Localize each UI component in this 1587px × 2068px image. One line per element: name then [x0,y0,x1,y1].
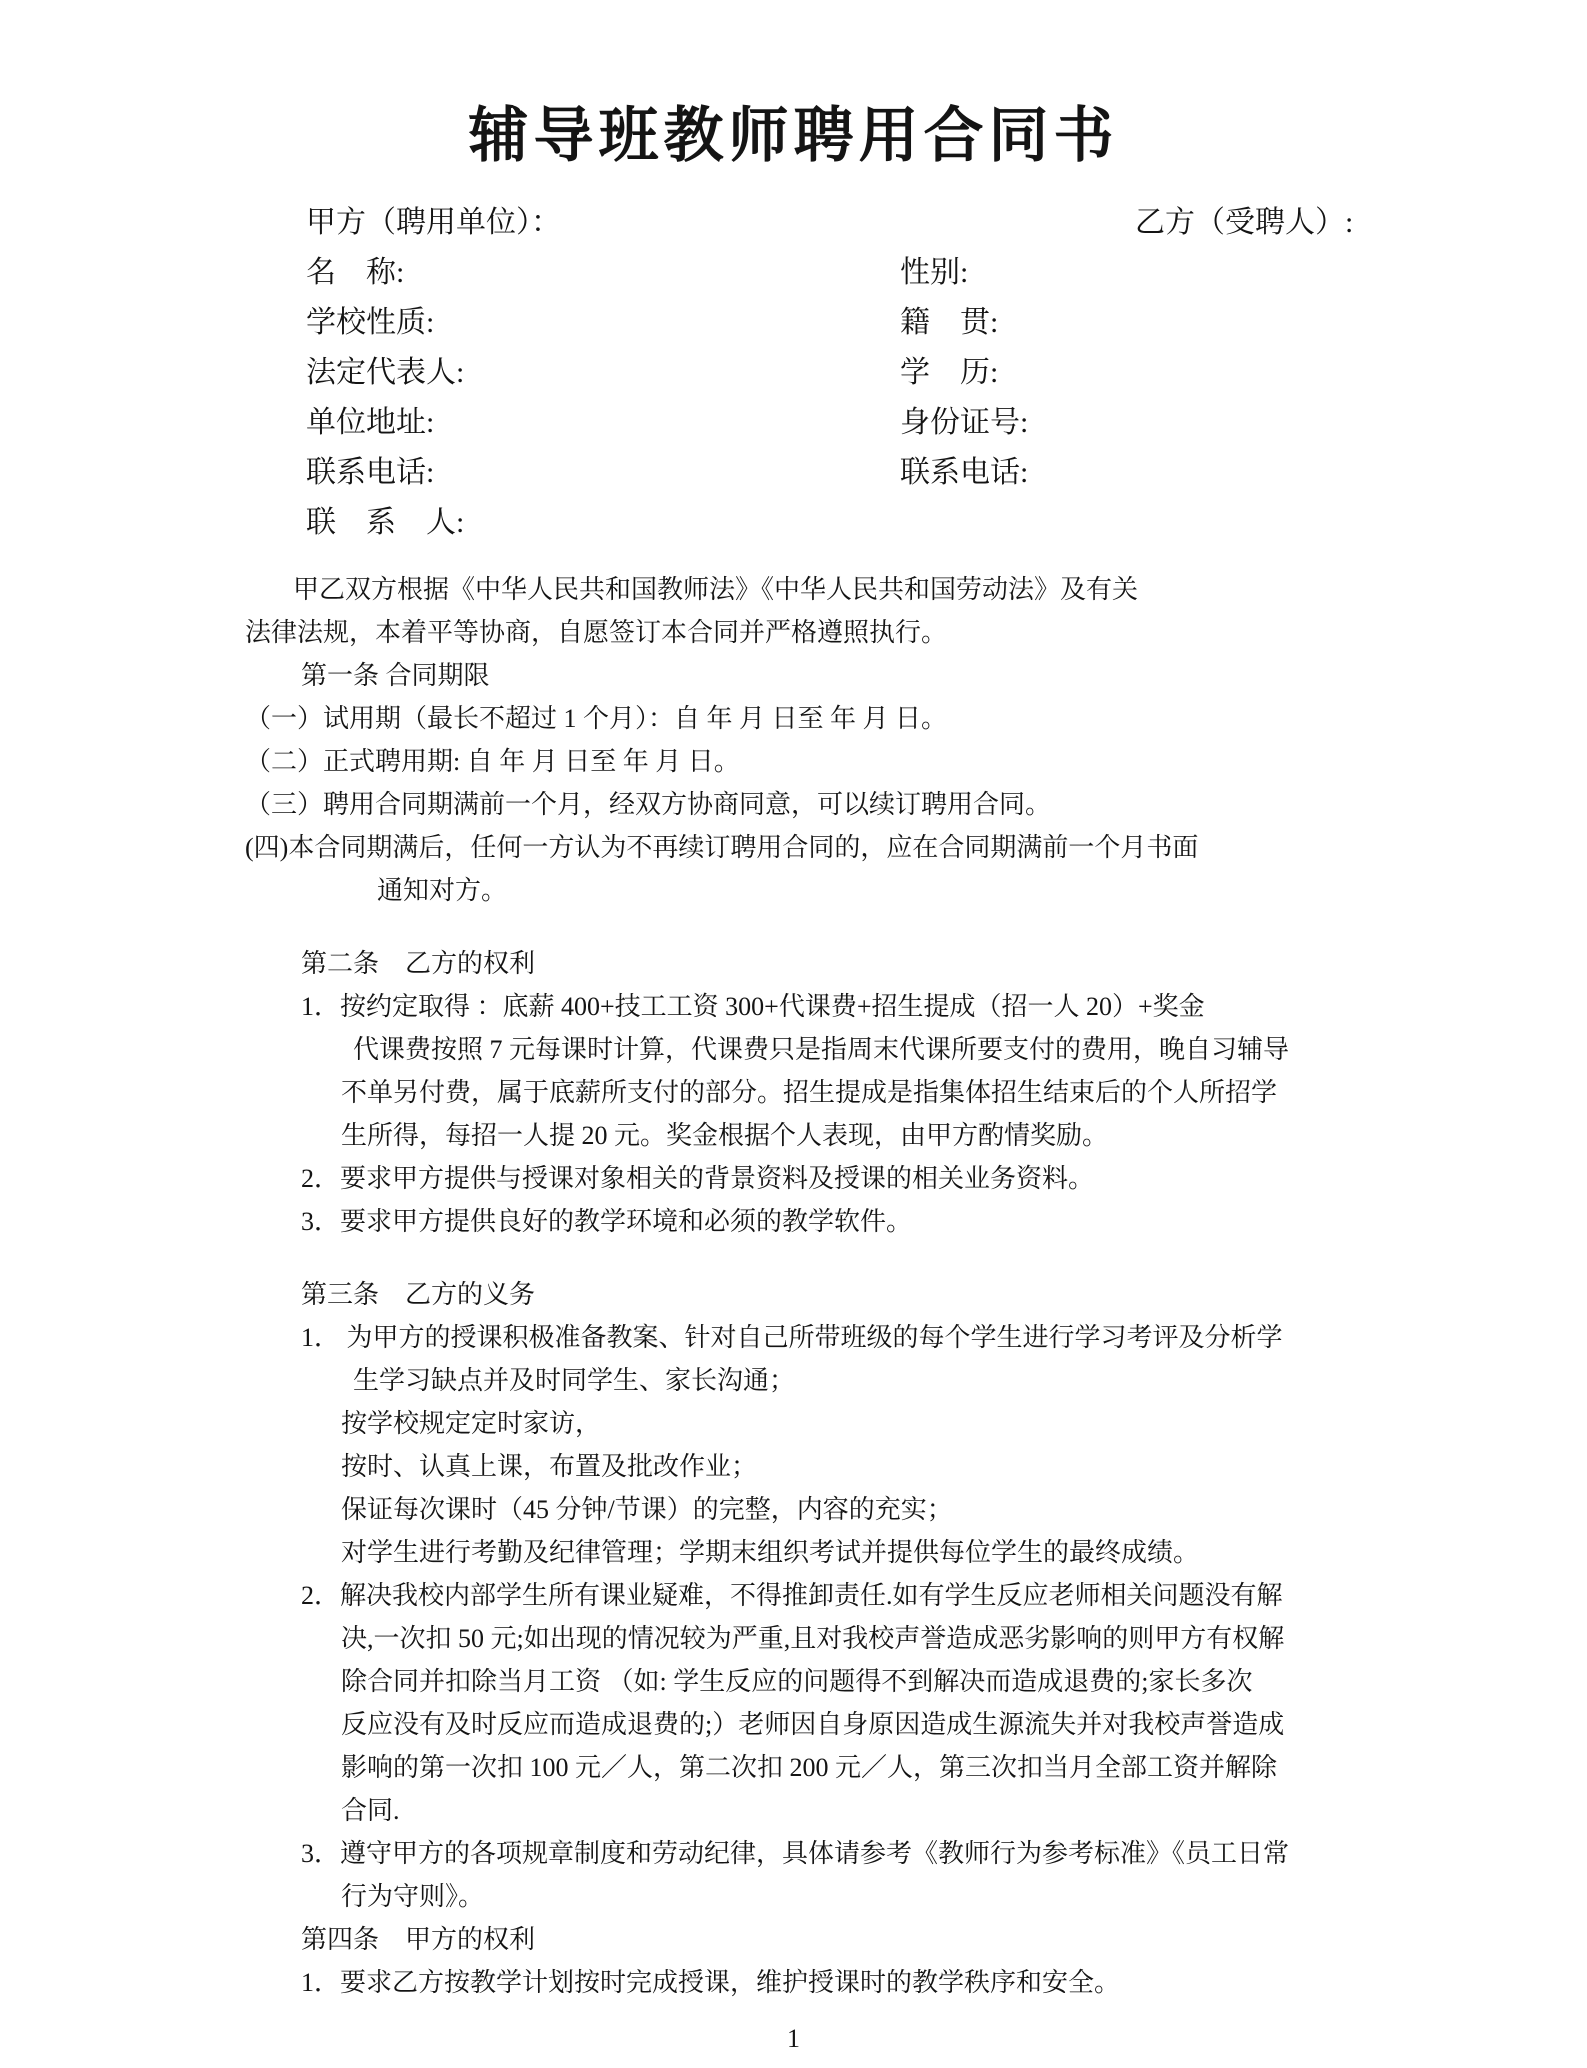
party-field-row [306,294,1587,344]
contract-line: 3．要求甲方提供良好的教学环境和必须的教学软件。 [301,1207,913,1236]
contract-line: 第四条 甲方的权利 [301,1925,536,1954]
party-field-row [306,394,1587,444]
contract-line: （二）正式聘用期: 自 年 月 日至 年 月 日。 [245,747,740,776]
page-number: 1 [787,2024,800,2053]
party-field-row [306,194,1587,244]
contract-line: 甲乙双方根据《中华人民共和国教师法》《中华人民共和国劳动法》及有关 [293,575,1139,604]
contract-line: 通知对方。 [377,876,508,905]
party-field-label-right: 学 历: [900,356,999,389]
party-field-label-right: 性别: [900,256,969,289]
contract-line: 法律法规，本着平等协商，自愿签订本合同并严格遵照执行。 [245,618,948,647]
contract-line: 行为守则》。 [341,1882,485,1911]
party-field-row [306,444,1587,494]
contract-line: 1．要求乙方按教学计划按时完成授课，维护授课时的教学秩序和安全。 [301,1968,1121,1997]
contract-line: 第三条 乙方的义务 [301,1280,536,1309]
party-field-label-left: 联系电话: [306,456,435,489]
contract-line: 反应没有及时反应而造成退费的;）老师因自身原因造成生源流失并对我校声誉造成 [341,1710,1285,1739]
contract-line: 1． 为甲方的授课积极准备教案、针对自己所带班级的每个学生进行学习考评及分析学 [301,1323,1283,1352]
party-field-label-left: 甲方（聘用单位）： [306,206,561,239]
contract-line: （一）试用期（最长不超过 1 个月）：自 年 月 日至 年 月 日。 [245,704,948,733]
contract-line: 对学生进行考勤及纪律管理；学期末组织考试并提供每位学生的最终成绩。 [341,1538,1200,1567]
contract-line: 2．要求甲方提供与授课对象相关的背景资料及授课的相关业务资料。 [301,1164,1095,1193]
contract-line: 生所得，每招一人提 20 元。奖金根据个人表现，由甲方酌情奖励。 [341,1121,1109,1150]
party-field-label-right: 联系电话: [900,456,1029,489]
contract-line: 除合同并扣除当月工资 （如: 学生反应的问题得不到解决而造成退费的;家长多次 [341,1667,1253,1696]
contract-body [0,568,1587,2004]
contract-line: 3．遵守甲方的各项规章制度和劳动纪律，具体请参考《教师行为参考标准》《员工日常 [301,1839,1290,1868]
party-field-row [306,244,1587,294]
contract-line: 不单另付费，属于底薪所支付的部分。招生提成是指集体招生结束后的个人所招学 [341,1078,1278,1107]
party-field-row [306,494,1587,544]
contract-line: 生学习缺点并及时同学生、家长沟通； [353,1366,796,1395]
party-header [0,194,1587,544]
contract-line: 按学校规定定时家访， [341,1409,602,1438]
page-title: 辅导班教师聘用合同书 [468,103,1119,169]
contract-line: 保证每次课时（45 分钟/节课）的完整，内容的充实； [341,1495,953,1524]
contract-line: 影响的第一次扣 100 元／人，第二次扣 200 元／人，第三次扣当月全部工资并解除 [341,1753,1278,1782]
party-field-row [306,344,1587,394]
contract-line: （三）聘用合同期满前一个月，经双方协商同意，可以续订聘用合同。 [245,790,1052,819]
contract-line: 代课费按照 7 元每课时计算，代课费只是指周末代课所要支付的费用，晚自习辅导 [353,1035,1290,1064]
contract-line: (四)本合同期满后，任何一方认为不再续订聘用合同的，应在合同期满前一个月书面 [245,833,1199,862]
party-field-label-left: 名 称: [306,256,405,289]
party-field-label-left: 学校性质: [306,306,435,339]
party-field-label-left: 单位地址: [306,406,435,439]
party-field-label-right: 身份证号: [900,406,1029,439]
contract-line: 第一条 合同期限 [301,661,490,690]
contract-line: 1．按约定取得 ：底薪 400+技工工资 300+代课费+招生提成（招一人 20）+奖金 [301,992,1205,1021]
contract-line: 第二条 乙方的权利 [301,949,536,978]
party-field-label-right: 乙方（受聘人）: [1135,206,1354,239]
contract-line: 2．解决我校内部学生所有课业疑难，不得推卸责任.如有学生反应老师相关问题没有解 [301,1581,1283,1610]
contract-line: 合同. [341,1796,400,1825]
party-field-label-right: 籍 贯: [900,306,999,339]
contract-line: 决,一次扣 50 元;如出现的情况较为严重,且对我校声誉造成恶劣影响的则甲方有权解 [341,1624,1285,1653]
party-field-label-left: 联 系 人: [306,506,465,539]
party-field-label-left: 法定代表人: [306,356,465,389]
contract-line: 按时、认真上课，布置及批改作业； [341,1452,758,1481]
